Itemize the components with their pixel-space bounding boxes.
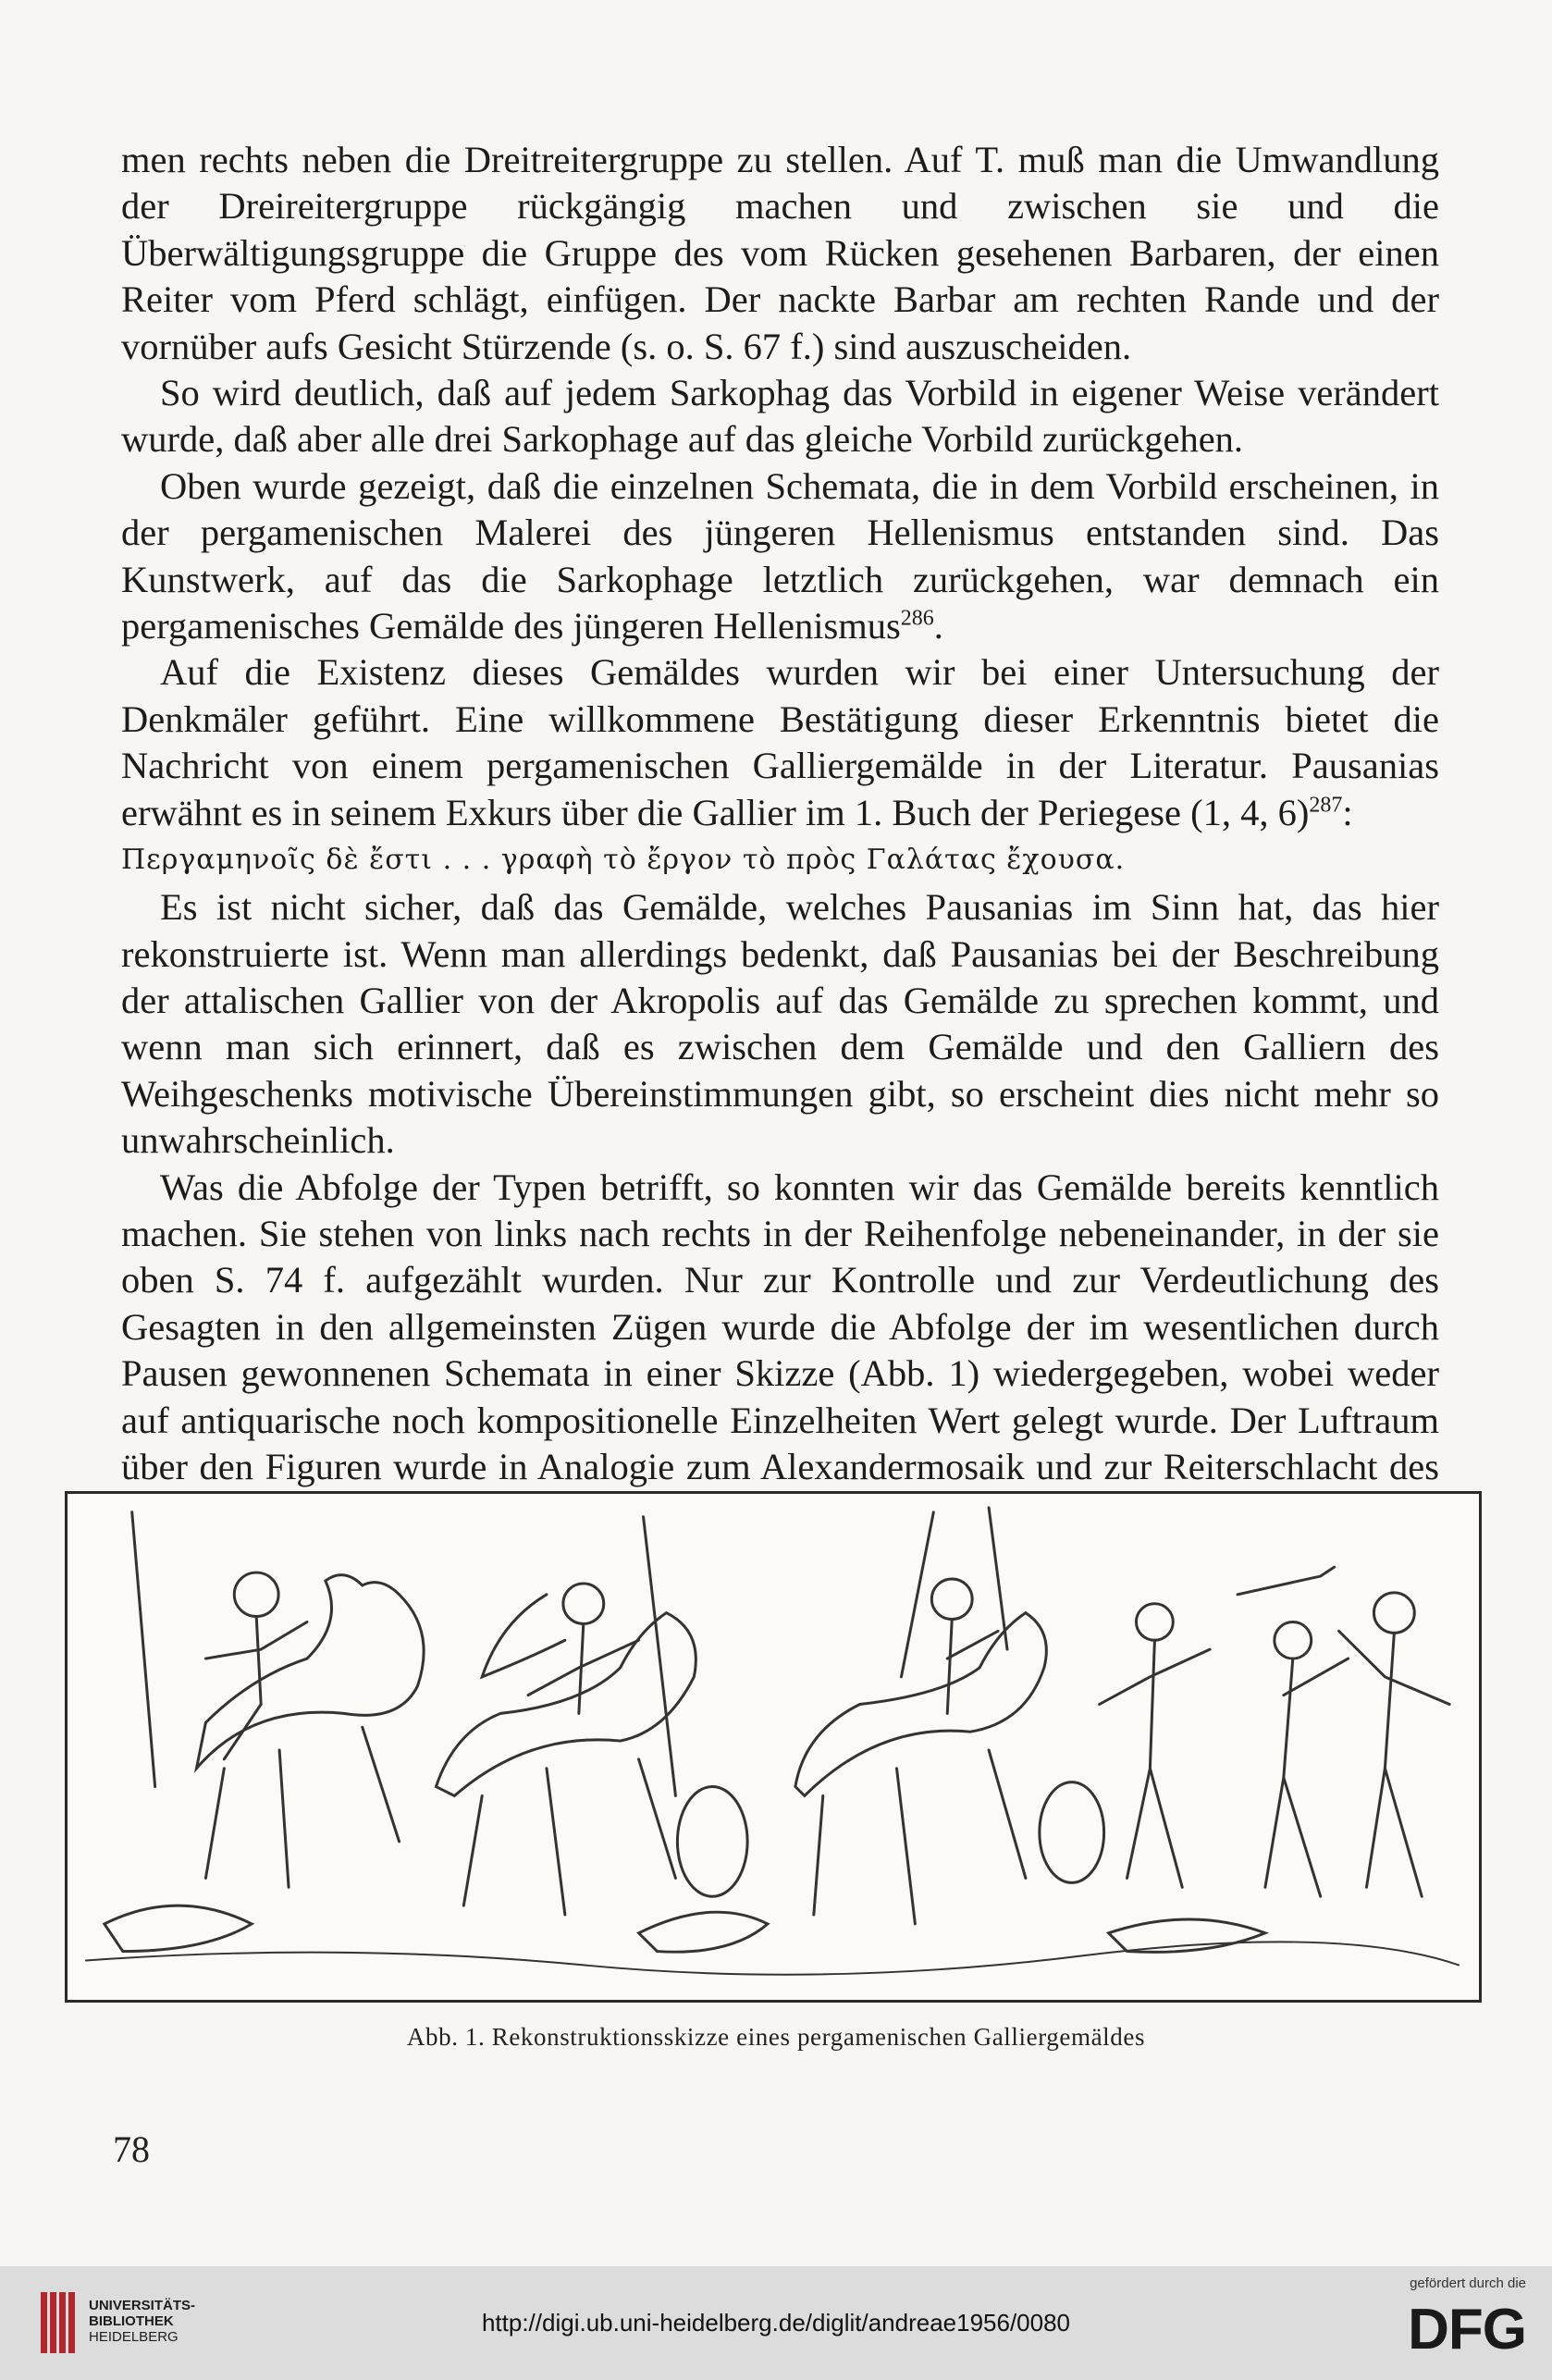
footnote-ref-286: 286 (900, 606, 934, 631)
paragraph-1: men rechts neben die Dreitreitergruppe zu stellen. Auf T. muß man die Umwandlung der Dreireitergruppe rückgängig machen und zwischen sie und die Überwältigungsgruppe die Gruppe des vom Rücken gesehenen Barbaren, der einen Reiter vom Pferd schlägt, einfügen. Der nackte Barbar am rechten Rande und der vornüber aufs Gesicht Stürzende (s. o. S. 67 f.) sind auszuscheiden. (121, 139, 1439, 367)
library-line-3: HEIDELBERG (89, 2329, 179, 2345)
footnote-ref-287: 287 (1309, 793, 1343, 818)
paragraph-3-text: Oben wurde gezeigt, daß die einzelnen Schemata, die in dem Vorbild erscheinen, in der pergamenischen Malerei des jüngeren Hellenismus entstanden sind. Das Kunstwerk, auf das die Sarkophage letztlich zurückgehen, war demnach ein pergamenisches Gemälde des jüngeren Hellenismus (121, 464, 1439, 647)
figure-battle-sketch (65, 1491, 1482, 2003)
paragraph-6: Was die Abfolge der Typen betrifft, so konnten wir das Gemälde bereits kenntlich machen. Sie stehen von links nach rechts in der Reihenfolge nebeneinander, in der sie oben S. 74 f. aufgezählt wurden. Nur zur Kontrolle und zur Verdeutlichung des Gesagten in den allgemeinsten Zügen wurde die Abfolge der im wesentlichen durch Pausen gewonnenen Schemata in einer Skizze (Abb. 1) wiedergegeben, wobei weder auf antiquarische noch kompositionelle Einzelheiten Wert gelegt wurde. Der Luftraum über den Figuren wurde in Analogie zum Alexandermosaik und zur Reiterschlacht des (121, 1165, 1439, 1487)
funded-by-label: gefördert durch die (1410, 2275, 1526, 2291)
battle-sketch-drawing (68, 1494, 1479, 2000)
viewer-footer (0, 2266, 1552, 2380)
paragraph-4 (121, 649, 1439, 836)
paragraph-3 (121, 463, 1439, 650)
dfg-logo: DFG (1408, 2298, 1526, 2362)
library-line-1: UNIVERSITÄTS- (89, 2298, 196, 2313)
library-line-2: BIBLIOTHEK (89, 2313, 174, 2329)
greek-quotation: Περγαμηνοῖς δὲ ἔστι . . . γραφὴ τὸ ἔργον τὸ πρὸς Γαλάτας ἔχουσα. (121, 844, 1126, 877)
paragraph-3-end: . (933, 605, 943, 647)
page-number: 78 (113, 2128, 150, 2170)
paragraph-4-text: Auf die Existenz dieses Gemäldes wurden wir bei einer Untersuchung der Denkmäler geführt. Eine willkommene Bestätigung dieser Erkenntnis bietet die Nachricht von einem pergamenischen Galliergemälde in der Literatur. Pausanias erwähnt es in seinem Exkurs über die Gallier im 1. Buch der Periegese (1, 4, 6) (121, 651, 1439, 833)
paragraph-2: So wird deutlich, daß auf jedem Sarkophag das Vorbild in eigener Weise verändert wurde, daß aber alle drei Sarkophage auf das gleiche Vorbild zurückgehen. (121, 372, 1439, 461)
figure-caption: Abb. 1. Rekonstruktionsskizze eines pergamenischen Galliergemäldes (406, 2023, 1146, 2051)
permalink-url[interactable]: http://digi.ub.uni-heidelberg.de/diglit/andreae1956/0080 (481, 2309, 1071, 2337)
paragraph-5: Es ist nicht sicher, daß das Gemälde, welches Pausanias im Sinn hat, das hier rekonstruierte ist. Wenn man allerdings bedenkt, daß Pausanias bei der Beschreibung der attalischen Gallier von der Akropolis auf das Gemälde zu sprechen kommt, und wenn man sich erinnert, daß es zwischen dem Gemälde und den Galliern des Weihgeschenks motivische Übereinstimmungen gibt, so erscheint dies nicht mehr so unwahrscheinlich. (121, 886, 1439, 1162)
paragraph-4-end: : (1342, 791, 1353, 833)
body-text (121, 137, 1439, 1537)
